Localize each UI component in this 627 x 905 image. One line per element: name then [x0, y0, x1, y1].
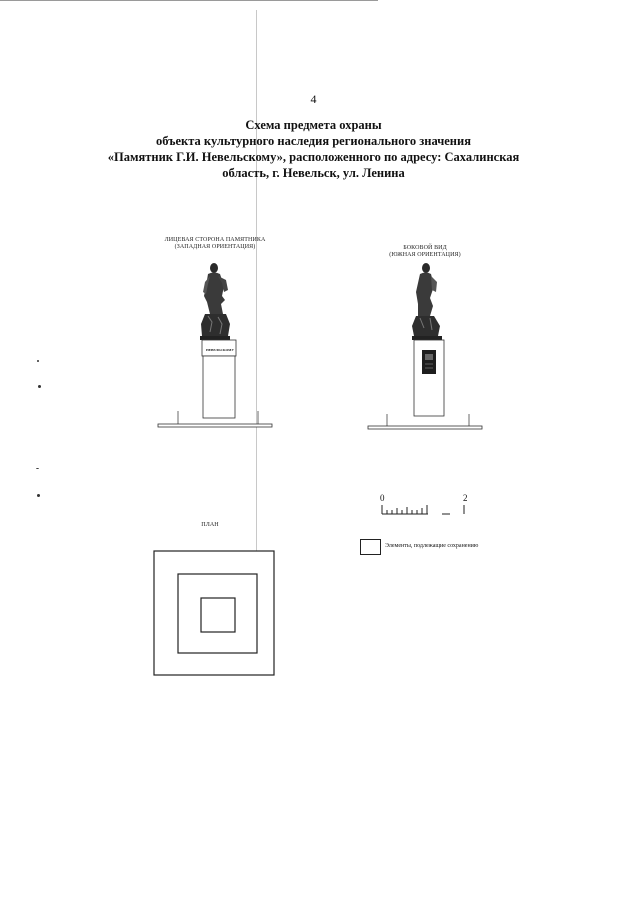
- margin-mark: [38, 385, 41, 388]
- front-view-caption-line-2: (ЗАПАДНАЯ ОРИЕНТАЦИЯ): [174, 244, 256, 250]
- document-title: [0, 117, 627, 181]
- legend-swatch: [360, 539, 381, 555]
- title-line-1: Схема предмета охраны: [245, 118, 382, 132]
- side-ground-line: [368, 426, 482, 429]
- front-statue-figure: [200, 263, 230, 340]
- legend-label: Элементы, подлежащие сохранению: [385, 543, 479, 549]
- margin-mark: [37, 360, 39, 362]
- side-view-drawing: [360, 258, 490, 438]
- top-border-line: [0, 0, 378, 1]
- side-view-caption-line-1: БОКОВОЙ ВИД: [403, 245, 447, 251]
- front-view-drawing: [150, 252, 280, 432]
- title-line-4: область, г. Невельск, ул. Ленина: [222, 166, 405, 180]
- front-pedestal-base: [203, 356, 235, 418]
- side-statue-figure: [412, 263, 442, 340]
- plan-drawing: [150, 548, 280, 680]
- scale-end-label: 2: [463, 493, 468, 503]
- front-ground-line: [158, 424, 272, 427]
- front-view-caption-line-1: ЛИЦЕВАЯ СТОРОНА ПАМЯТНИКА: [164, 237, 266, 243]
- title-line-2: объекта культурного наследия регионального значения: [156, 134, 471, 148]
- scale-start-label: 0: [380, 493, 385, 503]
- margin-mark: [37, 494, 40, 497]
- margin-mark: [36, 468, 39, 469]
- side-plaque: [422, 350, 436, 374]
- title-line-3: «Памятник Г.И. Невельскому», расположенного по адресу: Сахалинская: [107, 150, 520, 164]
- scale-bar: [380, 503, 470, 517]
- side-view-caption-line-2: (ЮЖНАЯ ОРИЕНТАЦИЯ): [389, 252, 461, 258]
- side-view-caption: [360, 245, 490, 259]
- front-plaque-text: НЕВЕЛЬСКОМУ: [205, 348, 235, 352]
- page-number: 4: [310, 92, 317, 106]
- plan-inner-square: [201, 598, 235, 632]
- front-view-caption: [140, 237, 290, 251]
- plan-caption: ПЛАН: [201, 522, 219, 528]
